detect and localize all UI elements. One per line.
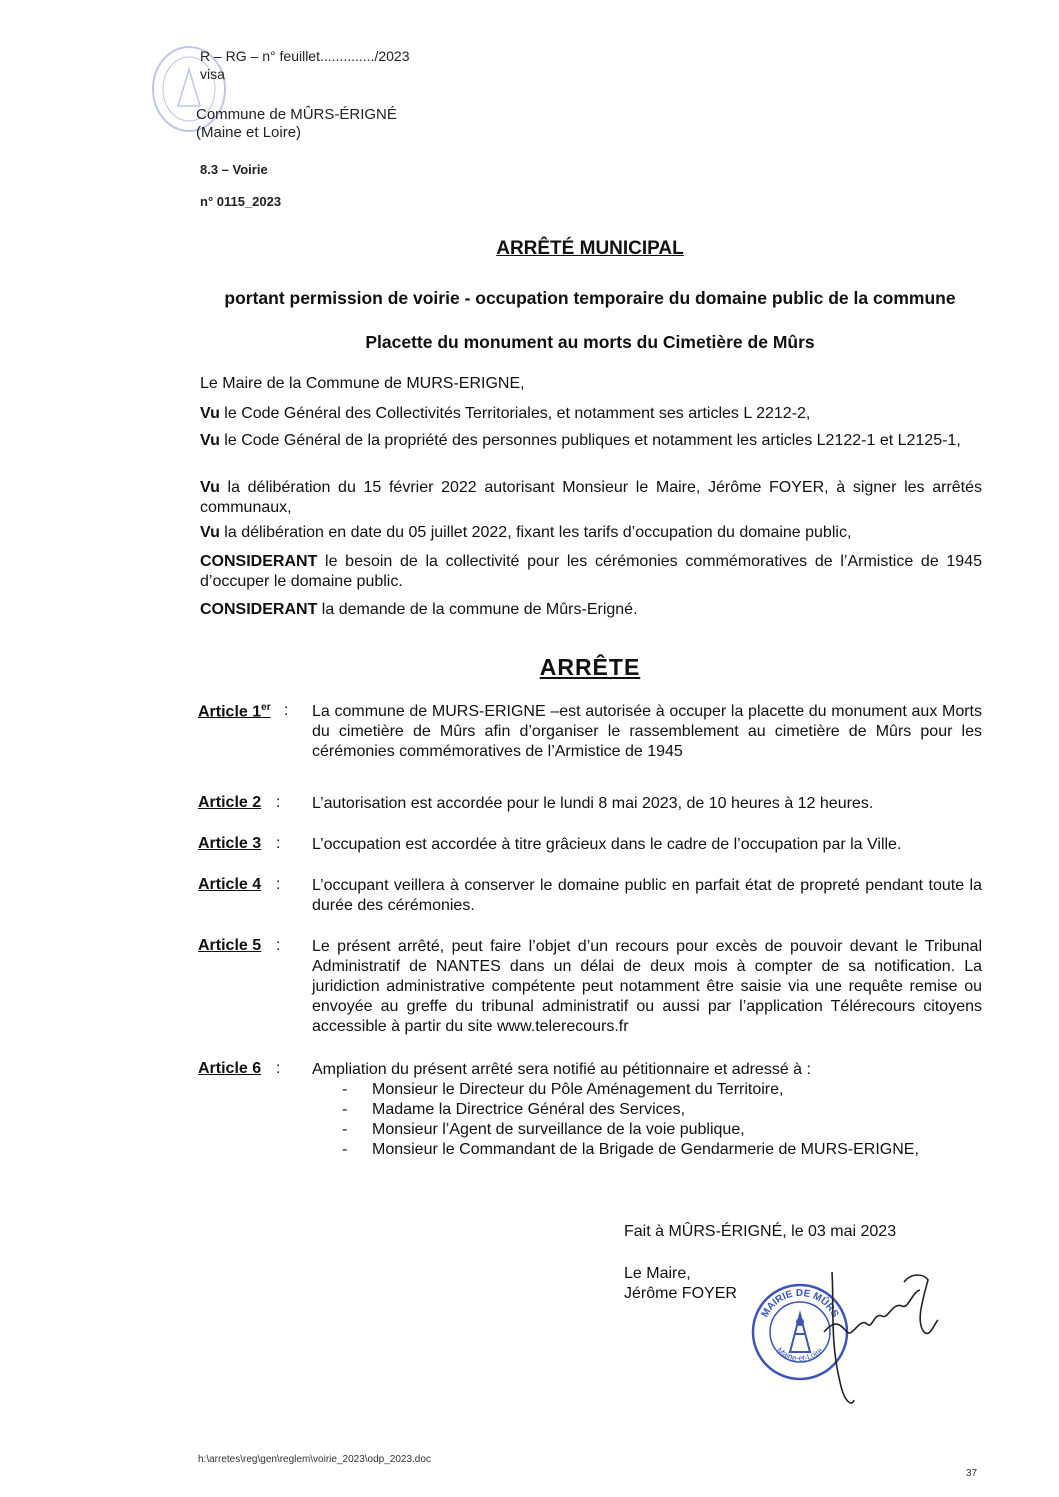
category: 8.3 – Voirie bbox=[200, 162, 268, 177]
preamble-item: Vu le Code Général de la propriété des personnes publiques et notamment les articles L2122-1 et L2125-1, bbox=[200, 432, 961, 449]
article-colon: : bbox=[276, 794, 281, 811]
list-item: - Monsieur le Directeur du Pôle Aménagement du Territoire, bbox=[312, 1080, 982, 1100]
stamp-text-top: MAIRIE DE MÛRS bbox=[759, 1287, 841, 1320]
decree-number: n° 0115_2023 bbox=[200, 194, 282, 209]
signer-role: Le Maire, bbox=[624, 1265, 691, 1282]
stamp-text-bottom: Maine-et-Loire bbox=[775, 1345, 825, 1363]
place-date: Fait à MÛRS-ÉRIGNÉ, le 03 mai 2023 bbox=[624, 1223, 897, 1240]
commune-name: Commune de MÛRS-ÉRIGNÉ bbox=[196, 106, 397, 123]
visa-label: visa bbox=[200, 66, 225, 82]
preamble-item: Vu la délibération en date du 05 juillet 2022, fixant les tarifs d’occupation du domaine public, bbox=[200, 524, 852, 541]
handwritten-signature bbox=[812, 1262, 942, 1412]
preamble-intro: Le Maire de la Commune de MURS-ERIGNE, bbox=[200, 375, 525, 392]
article-label: Article 4 bbox=[198, 876, 262, 893]
page-title: ARRÊTÉ MUNICIPAL bbox=[496, 238, 684, 259]
article-label: Article 6 bbox=[198, 1060, 262, 1077]
list-item: - Madame la Directrice Général des Services, bbox=[312, 1100, 982, 1120]
list-item: - Monsieur l’Agent de surveillance de la voie publique, bbox=[312, 1120, 982, 1140]
article-text: Le présent arrêté, peut faire l’objet d’un recours pour excès de pouvoir devant le Tribunal Administratif de NANTES dans un délai de deux mois à compter de sa notification. La juridiction administrative compétente peut notamment être saisie via une requête remise ou envoyée au greffe du tribunal administratif ou aussi par l’application Télérecours citoyens accessible à partir du site www.telerecours.fr bbox=[312, 938, 982, 1035]
article-label: Article 5 bbox=[198, 937, 262, 954]
arrete-heading: ARRÊTE bbox=[539, 654, 641, 680]
list-item: - Monsieur le Commandant de la Brigade de Gendarmerie de MURS-ERIGNE, bbox=[312, 1140, 982, 1160]
article-text: L’occupant veillera à conserver le domaine public en parfait état de propreté pendant toute la durée des cérémonies. bbox=[312, 877, 982, 914]
article-text: La commune de MURS-ERIGNE –est autorisée à occuper la placette du monument aux Morts du cimetière de Mûrs afin d’organiser le rassemblement au cimetière de Mûrs pour les cérémonies commémoratives de l’Armistice de 1945 bbox=[312, 703, 982, 760]
article-colon: : bbox=[276, 876, 281, 893]
article-label: Article 2 bbox=[198, 794, 262, 811]
article-colon: : bbox=[276, 937, 281, 954]
preamble-item: Vu la délibération du 15 février 2022 autorisant Monsieur le Maire, Jérôme FOYER, à signer les arrêtés communaux, bbox=[200, 479, 982, 516]
register-line: R – RG – n° feuillet............../2023 bbox=[200, 48, 410, 64]
file-path: h:\arretes\reg\gen\reglem\voirie_2023\odp_2023.doc bbox=[198, 1454, 431, 1465]
article-colon: : bbox=[284, 702, 289, 719]
article-text: L’occupation est accordée à titre grâcieux dans le cadre de l’occupation par la Ville. bbox=[312, 836, 902, 853]
distribution-list bbox=[312, 1080, 982, 1160]
preamble-item: Vu le Code Général des Collectivités Territoriales, et notamment ses articles L 2212-2, bbox=[200, 405, 811, 422]
article-text: Ampliation du présent arrêté sera notifié au pétitionnaire et adressé à : bbox=[312, 1061, 811, 1078]
signer-name: Jérôme FOYER bbox=[624, 1285, 737, 1302]
subtitle-purpose: portant permission de voirie - occupation temporaire du domaine public de la commune bbox=[224, 288, 956, 308]
subtitle-place: Placette du monument au morts du Cimetière de Mûrs bbox=[365, 332, 815, 352]
article-label: Article 3 bbox=[198, 835, 262, 852]
departement: (Maine et Loire) bbox=[196, 124, 302, 141]
page-number: 37 bbox=[966, 1468, 978, 1479]
article-label: Article 1er bbox=[198, 702, 271, 721]
article-text: L’autorisation est accordée pour le lundi 8 mai 2023, de 10 heures à 12 heures. bbox=[312, 795, 874, 812]
article-colon: : bbox=[276, 1060, 281, 1077]
preamble-item: CONSIDERANT la demande de la commune de Mûrs-Erigné. bbox=[200, 601, 638, 618]
preamble-item: CONSIDERANT le besoin de la collectivité pour les cérémonies commémoratives de l’Armistice de 1945 d’occuper le domaine public. bbox=[200, 553, 982, 590]
article-colon: : bbox=[276, 835, 281, 852]
